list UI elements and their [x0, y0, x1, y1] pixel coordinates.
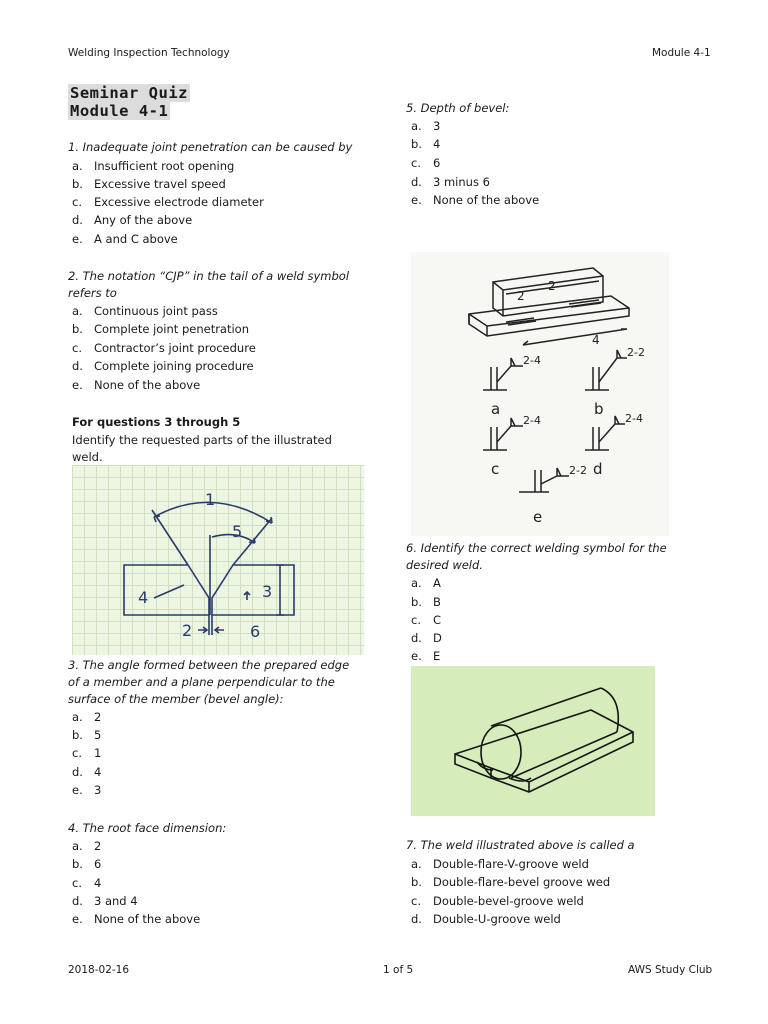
option-letter: c.: [411, 894, 421, 908]
option-text: 6: [433, 156, 441, 170]
weld-symbol-figure: [411, 252, 669, 536]
section-instruction-line2: weld.: [72, 450, 103, 464]
option-letter: b.: [72, 857, 83, 871]
option-text: Contractor’s joint procedure: [94, 341, 256, 355]
q3-option-d[interactable]: [72, 764, 101, 781]
header-left: Welding Inspection Technology: [68, 47, 230, 59]
option-text: None of the above: [433, 193, 540, 207]
option-text: 4: [433, 137, 441, 151]
option-text: Double-U-groove weld: [433, 912, 561, 926]
option-text: D: [433, 631, 442, 645]
option-text: None of the above: [94, 912, 201, 926]
option-letter: e.: [411, 649, 422, 663]
option-letter: c.: [72, 746, 82, 760]
option-letter: a.: [411, 576, 422, 590]
q7-option-a[interactable]: [411, 856, 589, 873]
option-text: Any of the above: [94, 213, 193, 227]
option-letter: d.: [411, 175, 422, 189]
option-letter: a.: [72, 159, 83, 173]
q6-option-b[interactable]: [411, 594, 441, 611]
option-text: Excessive electrode diameter: [94, 195, 264, 209]
option-letter: a.: [72, 839, 83, 853]
q1-option-b[interactable]: [72, 176, 226, 193]
question-3-line2: of a member and a plane perpendicular to the: [68, 675, 335, 689]
q6-option-d[interactable]: [411, 630, 442, 647]
fig2-sym-c: 2-4: [523, 414, 541, 427]
fig1-label-2: 2: [182, 621, 193, 640]
fig2-label-e: e: [533, 508, 543, 526]
flare-groove-sketch: [411, 666, 655, 816]
option-letter: a.: [411, 119, 422, 133]
fig2-label-d: d: [593, 460, 603, 478]
option-text: 2: [94, 710, 102, 724]
option-text: Continuous joint pass: [94, 304, 218, 318]
q2-option-e[interactable]: [72, 377, 200, 394]
q2-option-d[interactable]: [72, 358, 254, 375]
footer-date: 2018-02-16: [68, 964, 130, 976]
option-text: 3: [433, 119, 441, 133]
option-letter: b.: [72, 322, 83, 336]
option-letter: c.: [72, 195, 82, 209]
fig2-dim-2a: 2: [517, 289, 525, 303]
option-letter: c.: [72, 341, 82, 355]
option-text: Complete joining procedure: [94, 359, 254, 373]
option-letter: b.: [72, 177, 83, 191]
fig2-label-c: c: [491, 460, 500, 478]
q3-option-c[interactable]: [72, 745, 101, 762]
fig2-label-b: b: [594, 400, 604, 418]
q4-option-e[interactable]: [72, 911, 200, 928]
bevel-joint-sketch: [72, 465, 364, 655]
q2-option-b[interactable]: [72, 321, 249, 338]
q7-option-b[interactable]: [411, 874, 610, 891]
footer-page-number: 1 of 5: [383, 964, 414, 976]
question-3-line1: 3. The angle formed between the prepared edge: [68, 658, 350, 672]
fig2-sym-d: 2-4: [625, 412, 643, 425]
option-text: 4: [94, 765, 102, 779]
section-heading: For questions 3 through 5: [72, 415, 241, 429]
option-letter: b.: [72, 728, 83, 742]
q1-option-c[interactable]: [72, 194, 264, 211]
option-letter: e.: [411, 193, 422, 207]
fig1-label-1: 1: [205, 490, 216, 509]
footer-right: AWS Study Club: [628, 964, 713, 976]
option-letter: a.: [72, 710, 83, 724]
option-letter: d.: [72, 213, 83, 227]
bevel-joint-figure: [72, 465, 364, 655]
header-right: Module 4-1: [652, 47, 711, 59]
option-letter: e.: [72, 232, 83, 246]
q7-option-c[interactable]: [411, 893, 584, 910]
fig1-label-3: 3: [262, 582, 273, 601]
option-text: 3 minus 6: [433, 175, 490, 189]
option-letter: d.: [72, 765, 83, 779]
page-title-line2: Module 4-1: [70, 102, 169, 120]
option-letter: d.: [411, 631, 422, 645]
option-letter: e.: [72, 783, 83, 797]
option-text: 1: [94, 746, 102, 760]
q3-option-b[interactable]: [72, 727, 101, 744]
option-letter: b.: [411, 137, 422, 151]
question-2-line2: refers to: [68, 286, 117, 300]
fig1-label-4: 4: [138, 588, 149, 607]
question-6-line2: desired weld.: [406, 558, 483, 572]
fig2-sym-e: 2-2: [569, 464, 587, 477]
option-text: None of the above: [94, 378, 201, 392]
option-text: 4: [94, 876, 102, 890]
option-text: 6: [94, 857, 102, 871]
q1-option-a[interactable]: [72, 158, 234, 175]
fig2-dim-4: 4: [592, 333, 600, 347]
q3-option-e[interactable]: [72, 782, 101, 799]
q2-option-a[interactable]: [72, 303, 218, 320]
option-text: Insufficient root opening: [94, 159, 235, 173]
option-text: E: [433, 649, 441, 663]
option-letter: a.: [72, 304, 83, 318]
question-1: 1. Inadequate joint penetration can be caused by: [68, 140, 353, 154]
option-letter: d.: [72, 894, 83, 908]
option-letter: c.: [411, 613, 421, 627]
option-text: B: [433, 595, 441, 609]
q7-option-d[interactable]: [411, 911, 561, 928]
page-title-line1: Seminar Quiz: [70, 84, 188, 102]
q3-option-a[interactable]: [72, 709, 101, 726]
q6-option-e[interactable]: [411, 648, 440, 665]
option-text: C: [433, 613, 442, 627]
option-letter: e.: [72, 378, 83, 392]
fig2-sym-a: 2-4: [523, 354, 541, 367]
option-text: Double-flare-V-groove weld: [433, 857, 589, 871]
q5-option-d[interactable]: [411, 174, 490, 191]
question-2-line1: 2. The notation “CJP” in the tail of a weld symbol: [68, 269, 350, 283]
q4-option-c[interactable]: [72, 875, 101, 892]
option-letter: d.: [411, 912, 422, 926]
q6-option-c[interactable]: [411, 612, 441, 629]
option-letter: e.: [72, 912, 83, 926]
q4-option-b[interactable]: [72, 856, 101, 873]
option-text: Complete joint penetration: [94, 322, 250, 336]
q4-option-a[interactable]: [72, 838, 101, 855]
section-instruction-line1: Identify the requested parts of the illustrated: [72, 433, 332, 447]
flare-groove-figure: [411, 666, 655, 816]
fig2-dim-2b: 2: [548, 279, 556, 293]
option-text: 2: [94, 839, 102, 853]
option-letter: c.: [72, 876, 82, 890]
question-3-line3: surface of the member (bevel angle):: [68, 692, 284, 706]
option-text: Double-bevel-groove weld: [433, 894, 584, 908]
q4-option-d[interactable]: [72, 893, 138, 910]
q5-option-c[interactable]: [411, 155, 440, 172]
option-text: A and C above: [94, 232, 178, 246]
fig2-label-a: a: [491, 400, 501, 418]
fig1-label-6: 6: [250, 622, 261, 641]
option-letter: b.: [411, 595, 422, 609]
option-text: A: [433, 576, 441, 590]
weld-symbol-sketch: [411, 252, 669, 536]
q1-option-e[interactable]: [72, 231, 178, 248]
q2-option-c[interactable]: [72, 340, 256, 357]
q1-option-d[interactable]: [72, 212, 192, 229]
option-text: 3: [94, 783, 102, 797]
option-text: 5: [94, 728, 102, 742]
question-7: 7. The weld illustrated above is called a: [406, 838, 635, 852]
option-text: 3 and 4: [94, 894, 138, 908]
q6-option-a[interactable]: [411, 575, 441, 592]
q5-option-a[interactable]: [411, 118, 440, 135]
q5-option-b[interactable]: [411, 136, 440, 153]
option-letter: d.: [72, 359, 83, 373]
option-letter: b.: [411, 875, 422, 889]
option-letter: a.: [411, 857, 422, 871]
fig2-sym-b: 2-2: [627, 346, 645, 359]
question-6-line1: 6. Identify the correct welding symbol for the: [406, 541, 667, 555]
option-text: Double-flare-bevel groove wed: [433, 875, 611, 889]
question-4: 4. The root face dimension:: [68, 821, 227, 835]
q5-option-e[interactable]: [411, 192, 539, 209]
option-text: Excessive travel speed: [94, 177, 226, 191]
question-5: 5. Depth of bevel:: [406, 101, 510, 115]
option-letter: c.: [411, 156, 421, 170]
fig1-label-5: 5: [232, 522, 243, 541]
